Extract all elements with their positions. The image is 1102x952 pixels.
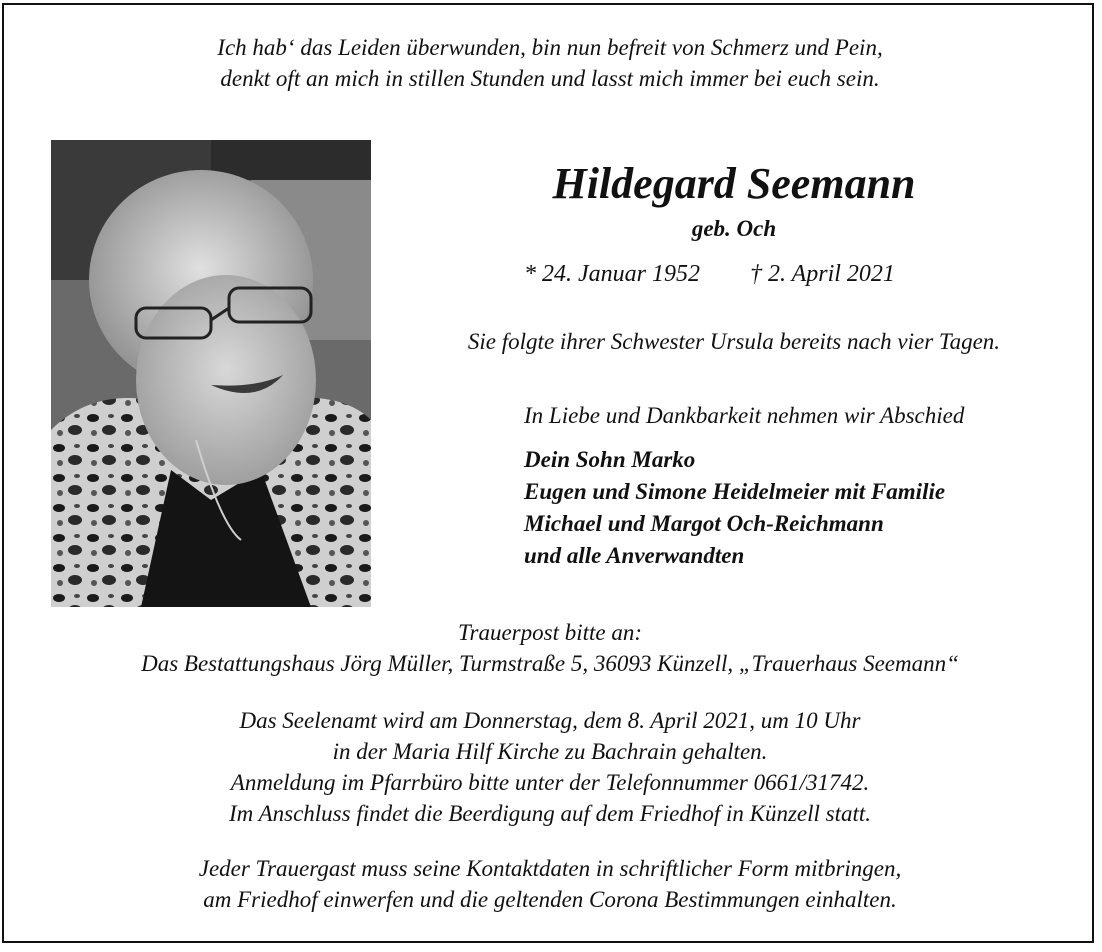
portrait-image <box>51 140 371 607</box>
mourner-line: Dein Sohn Marko <box>524 447 696 472</box>
mail-intro: Trauerpost bitte an: <box>457 620 642 645</box>
service-info <box>4 705 1096 829</box>
mourner-line: Eugen und Simone Heidelmeier mit Familie <box>524 479 946 504</box>
service-line: Anmeldung im Pfarrbüro bitte unter der Telefonnummer 0661/31742. <box>230 770 870 795</box>
birth-name: geb. Och <box>691 216 777 241</box>
mourners-list <box>524 444 945 572</box>
corona-notice <box>4 853 1096 915</box>
motto-line-1: Ich hab‘ das Leiden überwunden, bin nun befreit von Schmerz und Pein, <box>217 35 883 60</box>
death-date: † 2. April 2021 <box>750 261 895 287</box>
obituary-frame <box>2 3 1094 943</box>
mourner-line: Michael und Margot Och-Reichmann <box>524 511 884 536</box>
motto-line-2: denkt oft an mich in stillen Stunden und lasst mich immer bei euch sein. <box>220 66 880 91</box>
birth-date: * 24. Januar 1952 <box>524 261 700 287</box>
service-line: Das Seelenamt wird am Donnerstag, dem 8. April 2021, um 10 Uhr <box>239 708 861 733</box>
mourner-line: und alle Anverwandten <box>524 543 745 568</box>
service-line: in der Maria Hilf Kirche zu Bachrain gehalten. <box>332 739 768 764</box>
corona-line: Jeder Trauergast muss seine Kontaktdaten in schriftlicher Form mitbringen, <box>198 856 902 881</box>
deceased-name: Hildegard Seemann <box>552 159 916 208</box>
portrait-photo <box>51 140 371 607</box>
life-dates <box>524 259 895 289</box>
motto-verse <box>4 32 1096 94</box>
service-line: Im Anschluss findet die Beerdigung auf dem Friedhof in Künzell statt. <box>228 801 872 826</box>
mail-address: Das Bestattungshaus Jörg Müller, Turmstraße 5, 36093 Künzell, „Trauerhaus Seemann“ <box>141 651 959 676</box>
corona-line: am Friedhof einwerfen und die geltenden Corona Bestimmungen einhalten. <box>203 887 897 912</box>
sister-note: Sie folgte ihrer Schwester Ursula bereits nach vier Tagen. <box>467 329 1001 354</box>
farewell-intro: In Liebe und Dankbarkeit nehmen wir Abschied <box>524 403 965 428</box>
mail-address-block <box>4 617 1096 679</box>
